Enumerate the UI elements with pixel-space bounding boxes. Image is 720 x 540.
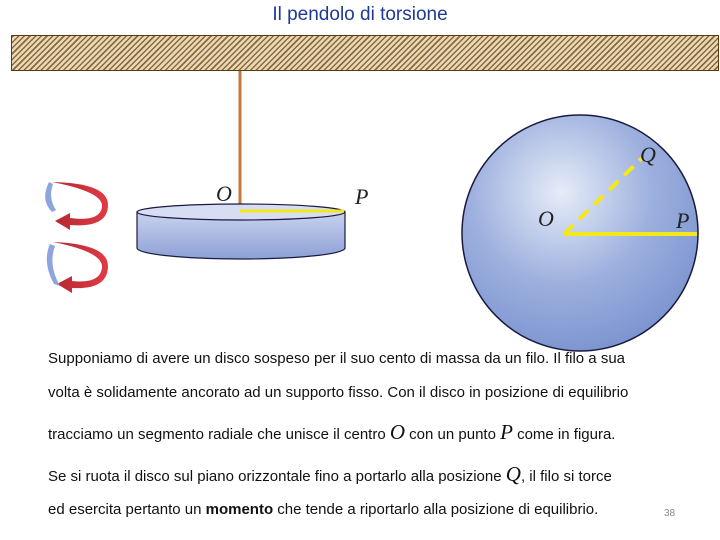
rotation-arrows-icon [45, 182, 108, 293]
body-text-line-2: volta è solidamente ancorato ad un supporto fisso. Con il disco in posizione di equilibrio [48, 384, 629, 401]
body-text-line-1: Supponiamo di avere un disco sospeso per il suo cento di massa da un filo. Il filo a sua [48, 350, 626, 367]
page-number: 38 [664, 508, 676, 519]
body-text-line-5: ed esercita pertanto un momento che tende a riportarlo alla posizione di equilibrio. [48, 501, 599, 518]
label-Q-top: Q [640, 142, 656, 167]
label-P-top: P [676, 208, 690, 233]
slide-title: Il pendolo di torsione [272, 4, 448, 25]
label-O-side: O [216, 181, 232, 206]
body-text-line-4: Se si ruota il disco sul piano orizzontale fino a portarlo alla posizione Q, il filo si torce [48, 462, 612, 486]
body-text-line-3: tracciamo un segmento radiale che unisce il centro O con un punto P come in figura. [48, 420, 616, 444]
label-P-side: P [355, 184, 369, 209]
label-O-top: O [538, 206, 554, 231]
